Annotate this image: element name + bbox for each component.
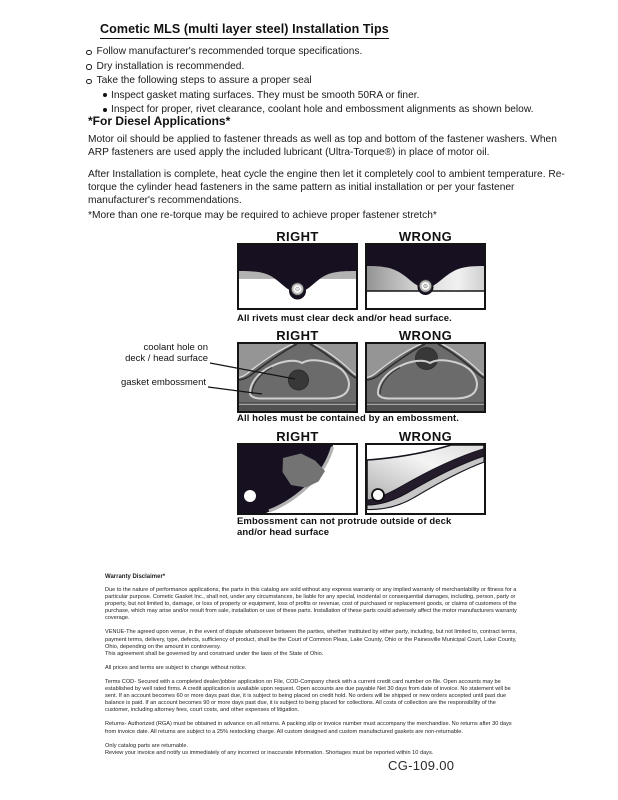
bullet-text: Dry installation is recommended. <box>96 60 245 72</box>
disclaimer-paragraph: Returns- Authorized (RGA) must be obtained in advance on all returns. A packing slip or invoice number must accompany the merchandise. No returns after 30 days from invoice date. All returns are subject to a 25% restocking charge. All custom designed and custom manufactured gaskets are non-returnable. <box>105 721 512 735</box>
fig2-caption: All holes must be contained by an embossment. <box>237 413 459 424</box>
disclaimer-paragraph: VENUE-The agreed upon venue, in the event of dispute whatsoever between the parties, whether instituted by either party, including, but not limited to, contract terms, payment terms, delivery, type, defects, sufficiency of product, shall be the Court of Common Pleas, Lake County, Ohio or the Painesville Municipal Court, Lake County, Ohio, depending on the amount in controversy. <box>105 629 517 650</box>
fig2-right-label: RIGHT <box>276 328 319 343</box>
warranty-disclaimer-section <box>105 574 517 757</box>
fig2-right-diagram <box>237 342 358 413</box>
fig3-caption-line2: and/or head surface <box>237 527 330 538</box>
list-item <box>86 89 556 104</box>
fig1-right-diagram <box>237 243 358 310</box>
gasket-embossment-annotation: gasket embossment <box>120 377 206 388</box>
catalog-page-number: CG-109.00 <box>388 758 455 773</box>
fig3-wrong-diagram <box>365 443 486 515</box>
dot-bullet-icon <box>103 108 107 112</box>
circle-bullet-icon <box>86 50 92 56</box>
disclaimer-paragraph: Review your invoice and notify us immediately of any incorrect or inaccurate information. Shortages must be reported within 10 days. <box>105 749 434 756</box>
list-item <box>86 60 556 75</box>
fig3-right-label: RIGHT <box>276 429 319 444</box>
disclaimer-paragraph: This agreement shall be governed by and construed under the laws of the State of Ohio. <box>105 650 324 657</box>
fig1-wrong-label: WRONG <box>398 229 453 244</box>
list-item <box>86 45 556 60</box>
dot-bullet-icon <box>103 93 107 97</box>
disclaimer-paragraph: Terms COD- Secured with a completed dealer/jobber application on File, COD-Company check with a current credit card number on file. Open accounts may be established by well rated firms. A credit application is available upon request. Open accounts are due payable Net 30 days from date of invoice. No statement will be sent. If an account becomes 60 or more days past due, it is subject to being placed on credit hold. No orders will be shipped or new orders accepted until past due balance is paid. If an account becomes 90 or more days past due, it is subject to being placed for collections. All costs of collection are the responsibility of the customer, including attorney fees, court costs, and other expenses of litigation. <box>105 678 511 714</box>
tips-list <box>86 45 556 118</box>
fig2-wrong-diagram <box>365 342 486 413</box>
fig3-wrong-label: WRONG <box>398 429 453 444</box>
fig1-right-label: RIGHT <box>276 229 319 244</box>
disclaimer-paragraph: Due to the nature of performance applications, the parts in this catalog are sold without any express warranty or any implied warranty of merchantability or fitness for a particular purpose. Cometic Gasket Inc., shall not, under any circumstances, be liable for any special, incidental or consequential damages, including, person, party or property, but not limited to, damage, or loss of property or equipment, loss of profits or revenue, cost of purchased or replacement goods, or claims of customers of the purchase, which may arise and/or result from sale, installation or use of these parts. Installation of these parts could adversely affect the motor manufacturers warranty coverage. <box>105 587 517 622</box>
bullet-text: Take the following steps to assure a proper seal <box>96 75 312 86</box>
disclaimer-paragraph: Only catalog parts are returnable. <box>105 742 189 749</box>
circle-bullet-icon <box>86 79 92 85</box>
annotation-line: coolant hole on <box>143 342 208 353</box>
circle-bullet-icon <box>86 64 92 70</box>
coolant-hole-annotation <box>104 342 208 364</box>
bullet-text: Inspect for proper, rivet clearance, coolant hole and embossment alignments as shown below. <box>111 104 534 115</box>
list-item <box>86 74 556 89</box>
retorque-note: *More than one re-torque may be required to achieve proper fastener stretch* <box>88 210 437 221</box>
annotation-line: deck / head surface <box>125 353 208 364</box>
disclaimer-heading: Warranty Disclaimer* <box>105 574 166 580</box>
page-title: Cometic MLS (multi layer steel) Installation Tips <box>100 22 389 39</box>
bullet-text: Inspect gasket mating surfaces. They must be smooth 50RA or finer. <box>111 89 420 101</box>
fig3-caption-line1: Embossment can not protrude outside of deck <box>237 516 452 527</box>
fig1-wrong-diagram <box>365 243 486 310</box>
diesel-section-heading: *For Diesel Applications* <box>88 114 231 128</box>
bullet-text: Follow manufacturer's recommended torque specifications. <box>96 46 363 57</box>
diesel-paragraph-1: Motor oil should be applied to fastener threads as well as top and bottom of the fastener washers. When ARP fasteners are used apply the included lubricant (Ultra-Torque®) in place of motor oil. <box>88 134 557 159</box>
fig2-wrong-label: WRONG <box>398 328 453 343</box>
fig1-caption: All rivets must clear deck and/or head surface. <box>237 313 452 324</box>
disclaimer-paragraph: All prices and terms are subject to change without notice. <box>105 664 247 671</box>
fig3-right-diagram <box>237 443 358 515</box>
diesel-paragraph-2: After Installation is complete, heat cycle the engine then let it completely cool to ambient temperature. Re-torque the cylinder head fasteners in the same pattern as initial installation or per your fastener manufacturer's recommendations. <box>88 169 565 207</box>
